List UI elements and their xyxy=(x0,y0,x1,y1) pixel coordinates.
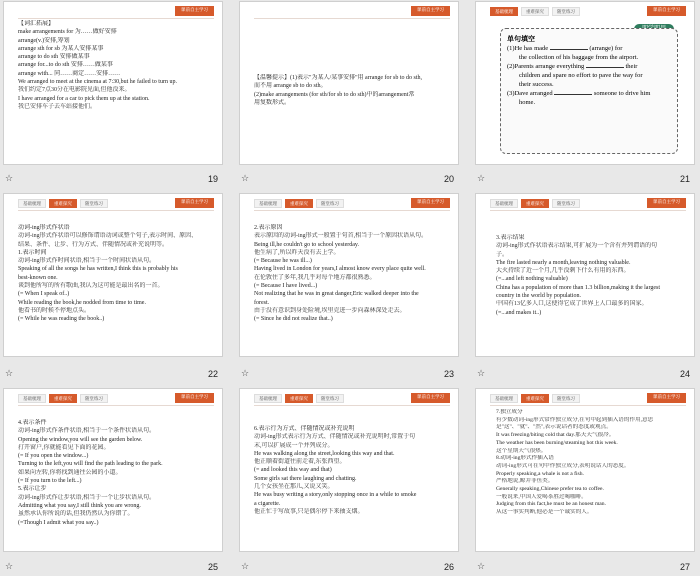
tab-basics[interactable]: 基础梳理 xyxy=(490,394,518,403)
question-text: (1)He has made xyxy=(507,45,549,52)
text-line: 而不用 arrange sb to do sth。 xyxy=(254,83,327,90)
text-line: 我已安排车子去车站接他们。 xyxy=(18,103,97,110)
tab-basics[interactable]: 基础梳理 xyxy=(490,7,518,16)
tab-explore[interactable]: 重难探究 xyxy=(521,394,549,403)
tab-basics[interactable]: 基础梳理 xyxy=(18,199,46,208)
exercise-card xyxy=(500,28,678,154)
text-line: 几个女孩坐在那儿,又说又笑。 xyxy=(254,484,334,491)
tab-explore[interactable]: 重难探究 xyxy=(49,199,77,208)
text-line: 末,可以扩展成一个并列成分。 xyxy=(254,442,334,449)
text-line: 谈到他所写的所有歌曲,我认为这可能是最出名的一首。 xyxy=(18,283,164,290)
slide-21[interactable] xyxy=(475,1,695,165)
question-text: the collection of his baggage from the airport. xyxy=(519,54,639,61)
brand-label: 课前自主学习 xyxy=(175,6,214,16)
text-line: (= Since he did not realize that..) xyxy=(254,316,333,323)
divider xyxy=(18,18,214,19)
question-text: their xyxy=(625,63,638,70)
text-line: 表示原因的动词-ing形式一般置于句首,相当于一个原因状语从句。 xyxy=(254,233,428,240)
text-line: make arrangements for 为……做好安排 xyxy=(18,29,117,36)
slide-26[interactable] xyxy=(239,388,459,552)
text-line: 虽然承认你所说的话,但我仍然认为你错了。 xyxy=(18,511,134,518)
text-line: 2.表示原因 xyxy=(254,225,283,231)
text-line: 他正忙于写故事,只是偶尔停下来抽支烟。 xyxy=(254,508,364,515)
slide-23[interactable] xyxy=(239,193,459,357)
text-line: 动词-ing形式作让步状语,相当于一个让步状语从句。 xyxy=(18,494,156,501)
text-line: (= If you open the window...) xyxy=(18,453,89,460)
text-line: 8.动词-ing形式作插入语 xyxy=(496,455,554,462)
text-line: The fire lasted nearly a month,leaving nothing valuable. xyxy=(496,259,631,266)
text-line: (=...and makes it..) xyxy=(496,309,542,316)
star-icon[interactable]: ☆ xyxy=(241,174,250,184)
text-line: 我们约定7点30分在电影院见面,但他没来。 xyxy=(18,87,131,94)
tab-practice[interactable]: 随堂练习 xyxy=(316,199,344,208)
tab-basics[interactable]: 基础梳理 xyxy=(254,394,282,403)
page-number: 25 xyxy=(208,562,219,572)
tab-bar xyxy=(490,199,580,208)
tab-basics[interactable]: 基础梳理 xyxy=(18,394,46,403)
text-line: arrange sth for sb 为某人安排某事 xyxy=(18,45,104,52)
text-line: (= While he was reading the book..) xyxy=(18,316,105,323)
slide-24[interactable] xyxy=(475,193,695,357)
star-icon[interactable]: ☆ xyxy=(5,562,14,572)
star-icon[interactable]: ☆ xyxy=(477,562,486,572)
text-line: (= If you turn to the left...) xyxy=(18,478,82,485)
brand-label: 课前自主学习 xyxy=(411,393,450,403)
brand-label: 课前自主学习 xyxy=(647,198,686,208)
slide-content xyxy=(254,74,448,107)
text-line: 1.表示时间 xyxy=(18,249,47,256)
slide-25[interactable] xyxy=(3,388,223,552)
page-number: 22 xyxy=(208,369,219,379)
page-number: 27 xyxy=(680,562,691,572)
text-line: (=Though I admit what you say..) xyxy=(18,519,99,526)
text-line: 动词-ing形式可在句中作独立成分,表明说话人的态度。 xyxy=(496,462,630,469)
text-line: I have arranged for a car to pick them up at the station. xyxy=(18,95,150,102)
text-line: arrange for...to do sth 安排……做某事 xyxy=(18,62,113,69)
star-icon[interactable]: ☆ xyxy=(477,369,486,379)
text-line: 动词-ing形式作条件状语,相当于一个条件状语从句。 xyxy=(18,428,156,435)
text-line: 有少数动词-ing形式常作独立成分,在句中起到插入语的作用,意思 xyxy=(496,416,654,423)
text-line: 这个星期天气很热。 xyxy=(496,447,547,454)
text-line: It was freezing/biting cold that day.那天天气很冷。 xyxy=(496,432,615,439)
divider xyxy=(18,405,214,406)
text-line: Being ill,he couldn't go to school yesterday. xyxy=(254,241,360,248)
text-line: 用复数形式。 xyxy=(254,99,291,106)
text-line: 他正顺着街道往前走着,东张西望。 xyxy=(254,459,346,466)
brand-label: 课前自主学习 xyxy=(411,6,450,16)
text-line: 子。 xyxy=(496,251,509,258)
text-line: 打开窗户,你就能看见下面的花园。 xyxy=(18,444,110,451)
text-line: 动词-ing形式作状语可以修饰谓语动词或整个句子,表示时间、原因、 xyxy=(18,233,198,240)
text-line: 【词汇拓展】 xyxy=(18,21,55,27)
text-line: 4.表示条件 xyxy=(18,420,47,426)
text-line: The weather has been burning/steaming hot this week. xyxy=(496,439,618,446)
page-number: 21 xyxy=(680,174,691,184)
page-number: 19 xyxy=(208,174,219,184)
slide-20[interactable] xyxy=(239,1,459,165)
brand-label: 课前自主学习 xyxy=(175,198,214,208)
slide-22[interactable] xyxy=(3,193,223,357)
text-line: 动词-ing形式作状语 xyxy=(18,225,70,231)
brand-label: 课前自主学习 xyxy=(647,393,686,403)
text-line: best-known one. xyxy=(18,274,58,281)
text-line: arrange(v.)安排,筹划 xyxy=(18,37,70,44)
text-line: 3.表示结果 xyxy=(496,235,525,241)
tab-explore[interactable]: 重难探究 xyxy=(521,7,549,16)
text-line: (= and looked this way and that) xyxy=(254,467,332,474)
text-line: (= Because I have lived...) xyxy=(254,283,318,290)
tab-bar xyxy=(18,199,108,208)
text-line: He was busy writing a story,only stopping once in a while to smoke xyxy=(254,492,417,499)
brand-label: 课前自主学习 xyxy=(411,198,450,208)
text-line: 结果、条件、让步、行为方式、伴随情况或补充说明等。 xyxy=(18,241,169,248)
tab-practice[interactable]: 随堂练习 xyxy=(316,394,344,403)
page-number: 20 xyxy=(444,174,455,184)
slide-content xyxy=(496,234,684,317)
text-line: 大火持续了近一个月,几乎没剩下什么有用的东西。 xyxy=(496,268,630,275)
text-line: Not realizing that he was in great danger,Eric walked deeper into the xyxy=(254,291,419,298)
slide-content xyxy=(18,224,212,324)
slide-27[interactable] xyxy=(475,388,695,552)
tab-practice[interactable]: 随堂练习 xyxy=(80,199,108,208)
star-icon[interactable]: ☆ xyxy=(5,369,14,379)
star-icon[interactable]: ☆ xyxy=(241,562,250,572)
tab-bar xyxy=(490,394,580,403)
text-line: (=...and left nothing valuable) xyxy=(496,276,568,283)
text-line: Judging from this fact,he must be an honest man. xyxy=(496,501,606,508)
question-text: (arrange) for xyxy=(589,45,623,52)
text-line: (= Because he was ill...) xyxy=(254,258,312,265)
text-line: 由于没有意识到身处险境,埃里克进一步向森林深处走去。 xyxy=(254,307,406,314)
text-line: arrange to do sth 安排做某事 xyxy=(18,54,90,61)
text-line: We arranged to meet at the cinema at 7:30,but he failed to turn up. xyxy=(18,79,177,86)
text-line: forest. xyxy=(254,299,270,306)
text-line: 中国有13亿多人口,这使得它成了世界上人口最多的国家。 xyxy=(496,301,648,308)
tab-bar xyxy=(254,199,344,208)
text-line: 在伦敦住了多年,我几乎对每个地方都很熟悉。 xyxy=(254,274,376,281)
question-text: home. xyxy=(519,99,536,106)
slide-content xyxy=(254,224,448,324)
tab-explore[interactable]: 重难探究 xyxy=(285,199,313,208)
answer-blank[interactable] xyxy=(550,49,588,50)
tab-basics[interactable]: 基础梳理 xyxy=(254,199,282,208)
text-line: 5.表示让步 xyxy=(18,486,47,493)
question-text: (3)Dave arranged xyxy=(507,90,553,97)
text-line: 动词-ing形式作时间状语,相当于一个时间状语从句。 xyxy=(18,258,156,265)
answer-blank[interactable] xyxy=(554,94,592,95)
text-line: 动词-ing形式表示行为方式、伴随情况或补充说明时,常置于句 xyxy=(254,434,416,441)
text-line: Generally speaking,Chinese prefer tea to coffee. xyxy=(496,486,604,493)
tab-bar xyxy=(254,394,344,403)
text-line: 6.表示行为方式、伴随情况或补充说明 xyxy=(254,426,355,432)
text-line: China has a population of more than 1.3 billion,making it the largest xyxy=(496,284,661,291)
text-line: 一般说来,中国人爱喝茶胜过喝咖啡。 xyxy=(496,493,587,500)
brand-label: 课前自主学习 xyxy=(647,6,686,16)
brand-label: 课前自主学习 xyxy=(175,393,214,403)
tab-explore[interactable]: 重难探究 xyxy=(521,199,549,208)
text-line: 如果向左转,你将找到通往公园的小道。 xyxy=(18,469,122,476)
question-text: (2)Parents arrange everything xyxy=(507,63,585,70)
slide-content xyxy=(254,425,448,516)
text-line: Admitting what you say,I still think you are wrong. xyxy=(18,502,141,509)
text-line: Turning to the left,you will find the path leading to the park. xyxy=(18,461,163,468)
text-line: Opening the window,you will see the garden below. xyxy=(18,436,143,443)
star-icon[interactable]: ☆ xyxy=(477,174,486,184)
tab-basics[interactable]: 基础梳理 xyxy=(490,199,518,208)
tab-bar xyxy=(490,7,580,16)
text-line: 他生病了,所以昨天没有去上学。 xyxy=(254,249,340,256)
tab-explore[interactable]: 重难探究 xyxy=(49,394,77,403)
text-line: (= When I speak of..) xyxy=(18,291,70,298)
text-line: He was walking along the street,looking this way and that. xyxy=(254,450,395,457)
text-line: 从这一事实判断,他必是一个诚实的人。 xyxy=(496,509,593,516)
page-number: 24 xyxy=(680,369,691,379)
text-line: 7.独立成分 xyxy=(496,409,523,415)
divider xyxy=(254,405,450,406)
slide-content xyxy=(496,409,684,517)
text-line: Some girls sat there laughing and chatting. xyxy=(254,475,357,482)
slide-content xyxy=(18,419,212,527)
divider xyxy=(490,405,686,406)
text-line: 动词-ing形式作状语表示结果,可扩展为一个含有并列谓语的句 xyxy=(496,243,658,250)
text-line: 他看书的时候不停地点头。 xyxy=(18,307,91,314)
star-icon[interactable]: ☆ xyxy=(241,369,250,379)
text-line: Speaking of all the songs he has written,I think this is probably his xyxy=(18,266,178,273)
text-line: country in the world by population. xyxy=(496,293,581,300)
text-line: Having lived in London for years,I almost know every place quite well. xyxy=(254,266,426,273)
text-line: arrange with... 同……商定……安排…… xyxy=(18,70,121,77)
answer-blank[interactable] xyxy=(586,67,624,68)
text-line: 严格地说,鲸并非鱼类。 xyxy=(496,478,554,485)
divider xyxy=(18,210,214,211)
text-line: Properly speaking,a whale is not a fish. xyxy=(496,470,584,477)
tab-practice[interactable]: 随堂练习 xyxy=(552,394,580,403)
question-text: someone to drive him xyxy=(593,90,651,97)
text-line: 【温馨提示】(1)表示"为某人/某事安排"用 arrange for sb to do sth, xyxy=(254,75,423,81)
question-text: their success. xyxy=(519,81,554,88)
divider xyxy=(254,210,450,211)
slide-content xyxy=(18,20,212,111)
slide-19[interactable] xyxy=(3,1,223,165)
tab-explore[interactable]: 重难探究 xyxy=(285,394,313,403)
text-line: a cigarette. xyxy=(254,500,281,507)
star-icon[interactable]: ☆ xyxy=(5,174,14,184)
text-line: While reading the book,he nodded from time to time. xyxy=(18,299,146,306)
tab-practice[interactable]: 随堂练习 xyxy=(552,199,580,208)
tab-practice[interactable]: 随堂练习 xyxy=(552,7,580,16)
divider xyxy=(490,210,686,211)
exercise-heading: 单句填空 xyxy=(507,35,535,43)
divider xyxy=(254,18,450,19)
tab-practice[interactable]: 随堂练习 xyxy=(80,394,108,403)
page-number: 26 xyxy=(444,562,455,572)
page-number: 23 xyxy=(444,369,455,379)
tab-bar xyxy=(18,394,108,403)
text-line: (2)make arrangements (for sth/for sb to do sth)中的arrangement常 xyxy=(254,91,415,98)
text-line: 是"这"、"就"、"然",表示说话者的态度或观点。 xyxy=(496,424,612,431)
question-text: children and spare no effort to pave the way for xyxy=(519,72,643,79)
